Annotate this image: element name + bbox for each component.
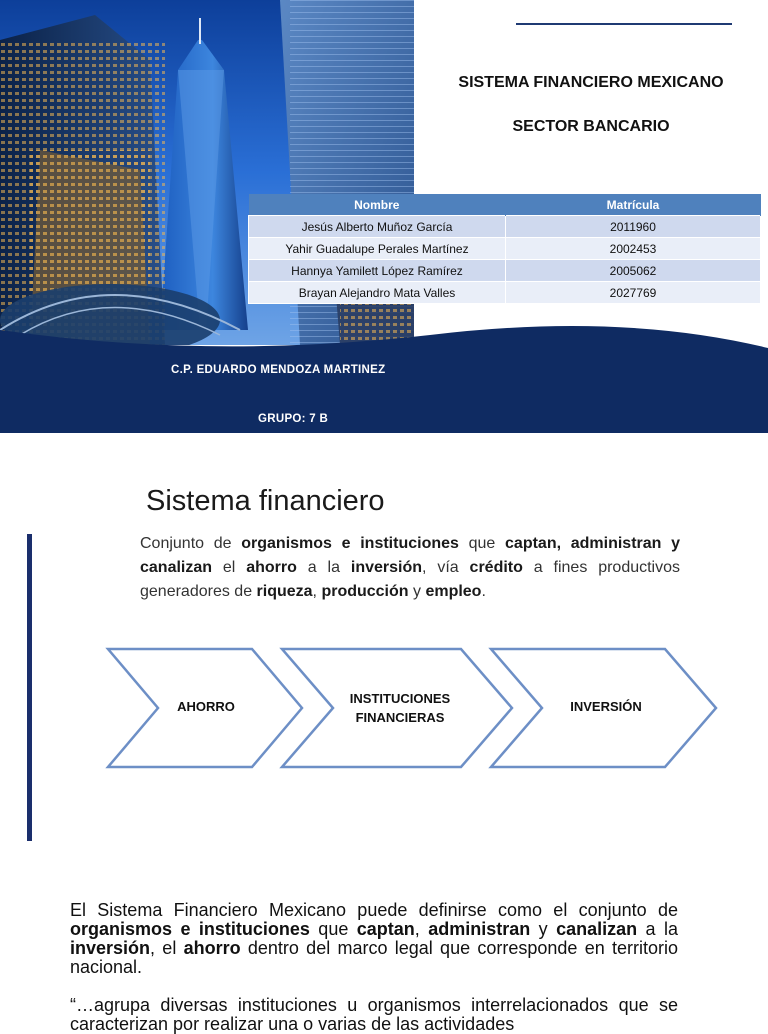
header-matricula: Matrícula (506, 194, 761, 216)
definition-text: Conjunto de organismos e instituciones que captan, administran y canalizan el ahorro a la inversión, vía crédito a fines productivos generadores de riqueza, producción y empleo. (140, 535, 681, 600)
paragraph-definition: El Sistema Financiero Mexicano puede definirse como el conjunto de organismos e instituciones que captan, administran y canalizan a la inversión, el ahorro dentro del marco legal que corresponde en territorio nacional. (70, 900, 678, 977)
students-table (248, 194, 761, 304)
group-label: GRUPO: 7 B (258, 413, 329, 425)
flow-step-instituciones (330, 689, 470, 727)
student-id: 2027769 (506, 282, 761, 304)
student-name: Brayan Alejandro Mata Valles (249, 282, 506, 304)
vertical-accent-bar (27, 534, 32, 841)
cover-subtitle: SECTOR BANCARIO (512, 118, 670, 135)
table-row (249, 238, 761, 260)
content-slide (0, 433, 768, 1034)
top-accent-line (516, 23, 732, 25)
flow-step-inversion: INVERSIÓN (570, 699, 642, 714)
flow-step-ahorro: AHORRO (177, 699, 235, 714)
teacher-name: C.P. EDUARDO MENDOZA MARTINEZ (171, 364, 386, 376)
student-id: 2011960 (506, 216, 761, 238)
table-header-row (249, 194, 761, 216)
cover-title: SISTEMA FINANCIERO MEXICANO (458, 74, 724, 91)
student-name: Jesús Alberto Muñoz García (249, 216, 506, 238)
table-row (249, 282, 761, 304)
header-nombre: Nombre (249, 194, 506, 216)
student-name: Hannya Yamilett López Ramírez (249, 260, 506, 282)
flow-step-line: INSTITUCIONES (349, 691, 451, 706)
paragraph-quote: “…agrupa diversas instituciones u organismos interrelacionados que se caracterizan por realizar una o varias de las actividades (70, 995, 678, 1034)
student-id: 2005062 (506, 260, 761, 282)
student-name: Yahir Guadalupe Perales Martínez (249, 238, 506, 260)
flow-step-line: FINANCIERAS (355, 710, 445, 725)
slide-title: Sistema financiero (146, 485, 385, 517)
cover-slide (0, 0, 768, 433)
student-id: 2002453 (506, 238, 761, 260)
table-row (249, 260, 761, 282)
table-row (249, 216, 761, 238)
